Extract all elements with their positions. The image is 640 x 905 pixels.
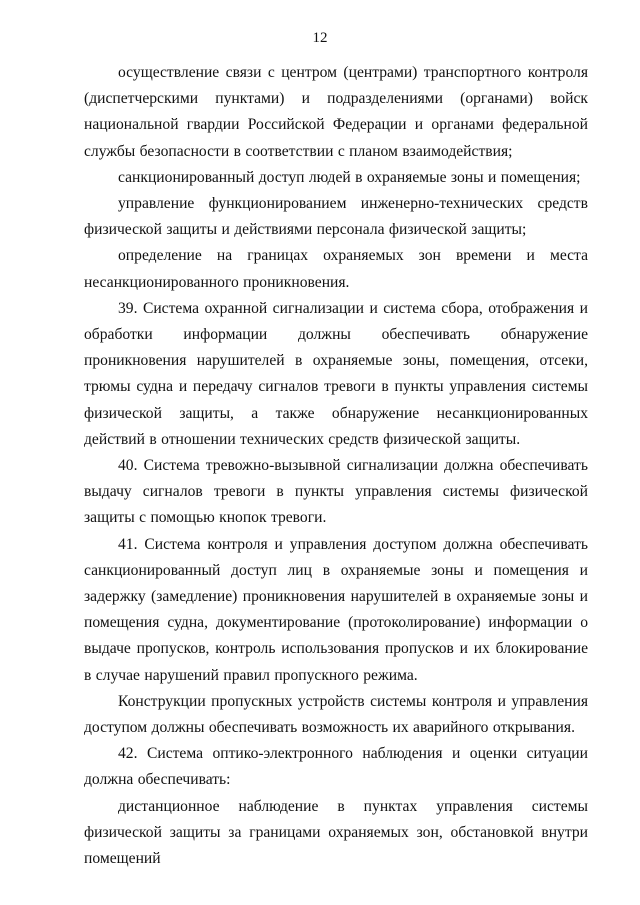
paragraph-item-41: 41. Система контроля и управления доступом должна обеспечивать санкционированный доступ лиц в охраняемые зоны и помещения и задержку (замедление) проникновения нарушителей в охраняемые зоны и помещения судна, документирование (протоколирование) информации о выдаче пропусков, контроль использования пропусков и их блокирование в случае нарушений правил пропускного режима. (84, 535, 588, 684)
paragraph-control-functioning: управление функционированием инженерно-технических средств физической защиты и действиями персонала физической защиты; (84, 195, 588, 239)
paragraph-item-42: 42. Система оптико-электронного наблюдения и оценки ситуации должна обеспечивать: (84, 745, 588, 789)
paragraph-turnstile-construction: Конструкции пропускных устройств системы контроля и управления доступом должны обеспечивать возможность их аварийного открывания. (84, 692, 588, 737)
paragraph-authorized-access: санкционированный доступ людей в охраняемые зоны и помещения; (118, 168, 581, 186)
paragraph-item-40: 40. Система тревожно-вызывной сигнализации должна обеспечивать выдачу сигналов тревоги в пункты управления системы физической защиты с помощью кнопок тревоги. (84, 457, 588, 527)
page-number: 12 (312, 30, 328, 46)
paragraph-remote-surveillance: дистанционное наблюдение в пунктах управления системы физической защиты за границами охраняемых зон, обстановкой внутри помещений (84, 797, 588, 868)
paragraph-item-39: 39. Система охранной сигнализации и система сбора, отображения и обработки информации должны обеспечивать обнаружение проникновения нарушителей в охраняемые зоны, помещения, отсеки, трюмы судна и передачу сигналов тревоги в пункты управления системы физической защиты, а также обнаружение несанкционированных действий в отношении технических средств физической защиты. (84, 299, 588, 448)
paragraph-intrusion-detection: определение на границах охраняемых зон времени и места несанкционированного проникновения. (84, 247, 588, 291)
paragraph-communication: осуществление связи с центром (центрами) транспортного контроля (диспетчерскими пунктами) и подразделениями (органами) войск национальной гвардии Российской Федерации и органами федеральной службы безопасности в соответствии с планом взаимодействия; (84, 64, 588, 160)
document-body (84, 60, 588, 868)
